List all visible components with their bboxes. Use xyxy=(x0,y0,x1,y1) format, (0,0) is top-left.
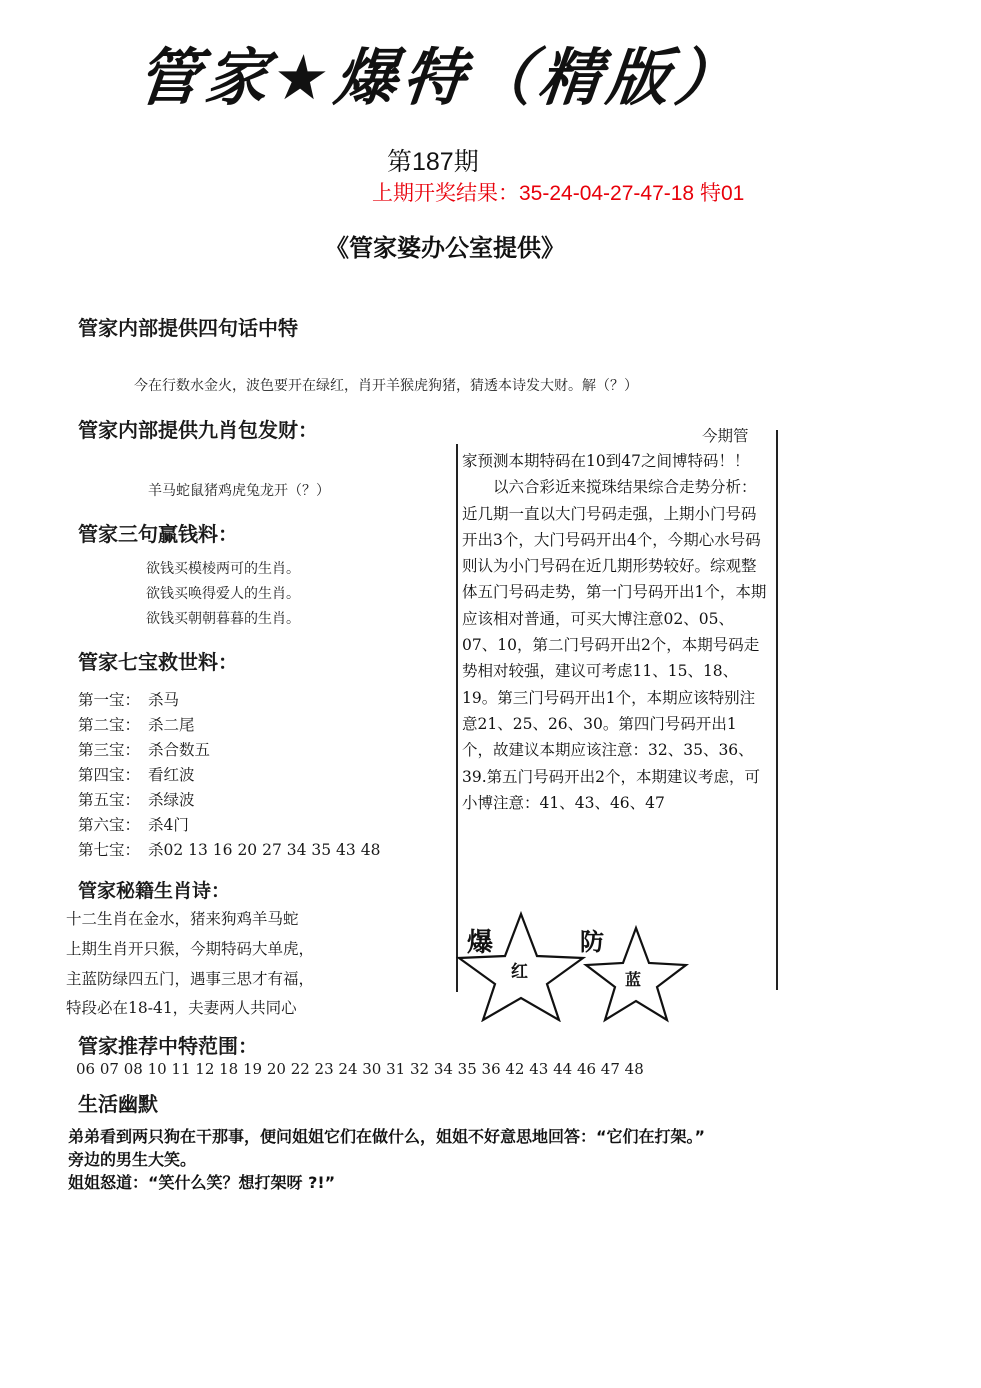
bao-label: 爆 xyxy=(467,928,494,958)
treasure-value: 杀4门 xyxy=(148,816,189,834)
nine-zodiac-text: 羊马蛇鼠猪鸡虎兔龙开（？） xyxy=(148,483,330,499)
treasure-label: 第三宝： xyxy=(78,741,141,759)
recommend-numbers: 06 07 08 10 11 12 18 19 20 22 23 24 30 31 32 34 35 36 42 43 44 46 47 48 xyxy=(76,1060,644,1078)
analysis-border-right xyxy=(776,430,778,990)
treasure-value: 杀合数五 xyxy=(148,741,211,759)
treasure-value: 杀马 xyxy=(148,691,180,709)
humor-line: 旁边的男生大笑。 xyxy=(68,1150,197,1169)
four-lines-text: 今在行数水金火，波色要开在绿红，肖开羊猴虎狗猪，猜透本诗发大财。解（？） xyxy=(134,378,638,394)
poem-line: 主蓝防绿四五门，遇事三思才有福， xyxy=(66,970,315,988)
three-lines-line: 欲钱买模棱两可的生肖。 xyxy=(146,561,300,577)
analysis-paragraph: 家预测本期特码在10到47之间博特码！！ xyxy=(462,452,750,470)
humor-line: 弟弟看到两只狗在干那事，便问姐姐它们在做什么，姐姐不好意思地回答：“它们在打架。” xyxy=(68,1127,706,1146)
recommend-heading: 管家推荐中特范围： xyxy=(78,1034,258,1058)
treasure-label: 第五宝： xyxy=(78,791,141,809)
analysis-lead: 今期管 xyxy=(702,427,749,445)
seven-treasures-heading: 管家七宝救世料： xyxy=(78,650,238,674)
three-lines-line: 欲钱买唤得爱人的生肖。 xyxy=(146,586,300,602)
treasure-label: 第六宝： xyxy=(78,816,141,834)
poem-line: 上期生肖开只猴，今期特码大单虎， xyxy=(66,940,315,958)
fang-value: 蓝 xyxy=(625,970,642,989)
provider: 《管家婆办公室提供》 xyxy=(325,234,565,262)
issue-number: 第187期 xyxy=(387,148,479,176)
treasure-label: 第二宝： xyxy=(78,716,141,734)
four-lines-heading: 管家内部提供四句话中特 xyxy=(78,316,298,340)
three-lines-heading: 管家三句赢钱料： xyxy=(78,522,238,546)
bao-value: 红 xyxy=(511,962,528,982)
humor-heading: 生活幽默 xyxy=(78,1092,158,1116)
fang-label: 防 xyxy=(580,927,604,956)
last-result: 上期开奖结果：35-24-04-27-47-18 特01 xyxy=(372,182,745,205)
treasure-label: 第四宝： xyxy=(78,766,141,784)
poem-line: 十二生肖在金水，猪来狗鸡羊马蛇 xyxy=(66,910,299,928)
three-lines-line: 欲钱买朝朝暮暮的生肖。 xyxy=(146,611,300,627)
analysis-paragraph: 以六合彩近来搅珠结果综合走势分析：近几期一直以大门号码走强，上期小门号码开出3个，大门号码开出4个，今期心水号码则认为小门号码在近几期形势较好。综观整体五门号码走势，第一门号码开出1个，本期应该相对普通，可买大博注意02、05、07、10，第二门号码开出2个，本期号码走势相对较强，建议可考虑11、15、18、19。第三门号码开出1个，本期应该特别注意21、25、26、30。第四门号码开出1个，故建议本期应该注意：32、35、36、39.第五门号码开出2个，本期建议考虑，可小博注意：41、43、46、47 xyxy=(462,478,767,812)
treasure-value: 杀02 13 16 20 27 34 35 43 48 xyxy=(148,841,381,859)
poem-line: 特段必在18-41，夫妻两人共同心 xyxy=(66,999,297,1017)
page-title: 管家★爆特（精版） xyxy=(133,41,747,114)
treasure-value: 杀二尾 xyxy=(148,716,195,734)
humor-line: 姐姐怒道：“笑什么笑？想打架呀 ?!” xyxy=(68,1173,336,1192)
treasure-label: 第七宝： xyxy=(78,841,141,859)
poem-heading: 管家秘籍生肖诗： xyxy=(78,880,231,902)
treasure-value: 杀绿波 xyxy=(148,791,195,809)
nine-zodiac-heading: 管家内部提供九肖包发财： xyxy=(78,418,318,442)
treasure-label: 第一宝： xyxy=(78,691,141,709)
analysis-text xyxy=(462,448,767,816)
treasure-value: 看红波 xyxy=(148,766,195,784)
